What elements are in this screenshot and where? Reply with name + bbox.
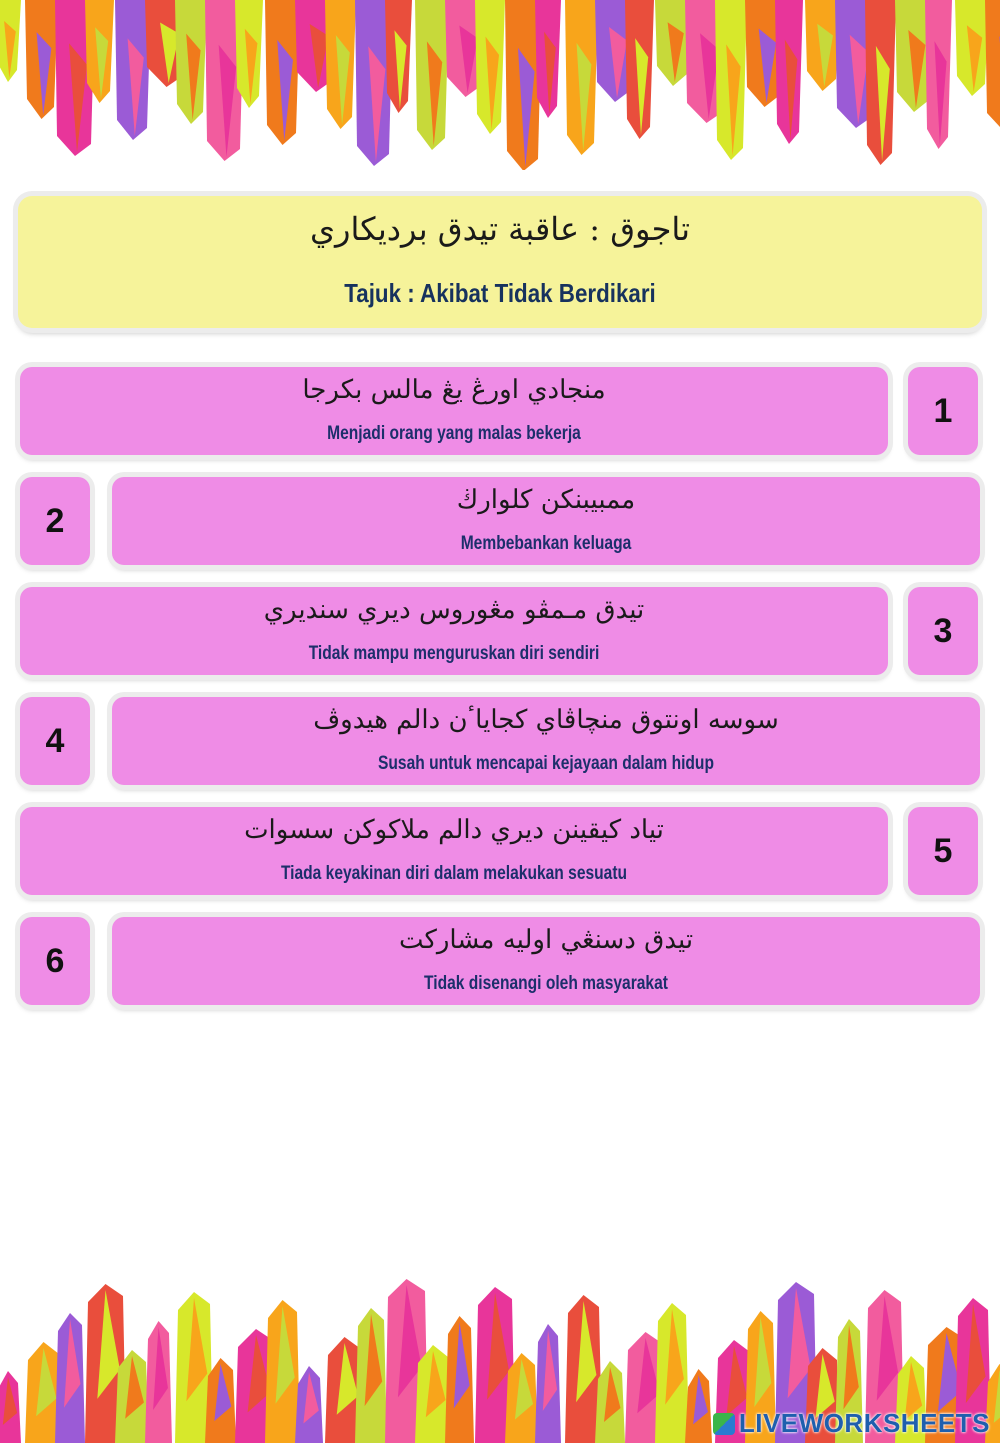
item-rumi: Tidak disenangi oleh masyarakat [424,973,668,994]
item-jawi: سوسه اونتوق منچاڤاي کجاياٴن دالم هيدوڤ [313,705,779,735]
item-card-4[interactable] [112,697,980,785]
item-jawi: منجادي اورڠ يڠ مالس بکرجا [302,375,606,405]
item-rumi: Susah untuk mencapai kejayaan dalam hidup [378,753,714,774]
brand-text: LIVEWORKSHEETS [738,1408,990,1438]
item-jawi: تيدق مـمڤو مڠوروس ديري سنديري [263,595,645,625]
item-number-5[interactable]: 5 [908,807,978,895]
item-card-6[interactable] [112,917,980,1005]
item-rumi: Tiada keyakinan diri dalam melakukan sesuatu [280,863,628,884]
item-number-6[interactable]: 6 [20,917,90,1005]
item-number-4[interactable]: 4 [20,697,90,785]
item-card-2[interactable] [112,477,980,565]
item-rumi: Menjadi orang yang malas bekerja [327,423,581,444]
liveworksheets-brand[interactable] [713,1408,990,1439]
item-jawi: تيدق دسنڠي اوليه مشارکت [398,925,694,955]
item-number-2[interactable]: 2 [20,477,90,565]
title-rumi: Tajuk : Akibat Tidak Berdikari [344,278,656,308]
decor-shard [985,0,1000,133]
item-rumi: Tidak mampu menguruskan diri sendiri [308,643,600,664]
title-jawi: تاجوق : عاقبة تيدق برديکاري [309,210,691,248]
item-jawi: تياد کيقينن ديري دالم ملاکوکن سسوات [244,815,664,845]
title-box [18,196,982,328]
item-number-1[interactable]: 1 [908,367,978,455]
item-number-3[interactable]: 3 [908,587,978,675]
item-jawi: ممبيبنکن کلوارڬ [456,485,636,515]
item-rumi: Membebankan keluaga [460,533,632,554]
item-card-5[interactable] [20,807,888,895]
liveworksheets-logo-icon [713,1413,735,1435]
item-card-1[interactable] [20,367,888,455]
item-card-3[interactable] [20,587,888,675]
top-decorative-border [0,0,1000,170]
